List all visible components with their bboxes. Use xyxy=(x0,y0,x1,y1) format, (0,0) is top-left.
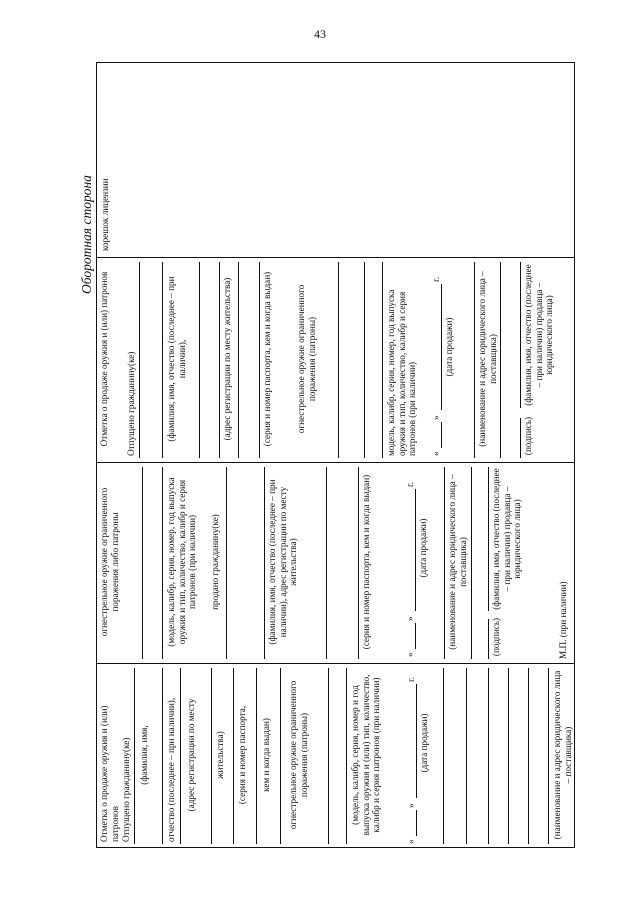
section-b-passport-hint: (серия и номер паспорта, кем и когда выдан) xyxy=(361,474,371,650)
section-c-signer-hint: (фамилия, имя, отчество (последнее – при наличии) продавца – юридического лица) xyxy=(523,264,554,406)
section-a-date-year: г. xyxy=(406,676,416,682)
section-c-title: Отметка о продаже оружия и (или) патронов xyxy=(99,271,109,447)
section-c-weapon-type: огнестрельное оружие ограниченного поражения (патроны) xyxy=(296,284,317,434)
section-c-address-hint: (адрес регистрации по месту жительства) xyxy=(222,277,232,441)
stub-panel xyxy=(96,62,575,257)
stub-label: корешок лицензии xyxy=(100,178,110,251)
section-b-title: огнестрельное оружие ограниченного поражения либо патроны xyxy=(99,487,120,637)
section-b xyxy=(96,462,575,663)
section-a-passport-hint-2: кем и когда выдан) xyxy=(261,718,271,792)
section-c-date-year: г. xyxy=(431,276,441,282)
section-a-date-close: » xyxy=(406,803,416,808)
section-a-address-hint-1: (адрес регистрации по месту xyxy=(186,698,196,812)
section-b-signature-hint: (подпись) xyxy=(491,617,501,657)
section-a-model-hint: (модель, калибр, серия, номер и год выпуска оружия и (или) тип, количество, калибр и серия патронов (при наличии) xyxy=(350,674,381,836)
side-header-text: Оборотная сторона xyxy=(79,175,94,294)
section-a-name-hint: (фамилия, имя, xyxy=(139,725,149,785)
section-b-sold-to: продано гражданину(ке) xyxy=(210,514,220,610)
section-b-seller-hint: (наименование и адрес юридического лица – поставщика) xyxy=(447,474,468,650)
page-number: 43 xyxy=(314,27,326,41)
section-a-passport-hint-1: (серия и номер паспорта, xyxy=(237,705,247,805)
section-c xyxy=(96,257,575,462)
section-c-issued: Отпущено гражданину(ке) xyxy=(126,351,136,456)
section-a-seller-hint: (наименование и адрес юридического лица – поставщика) xyxy=(552,670,573,840)
section-b-person-hint: (фамилия, имя, отчество (последнее – при наличии), адрес регистрации по месту жительства) xyxy=(267,479,298,645)
section-a-address-hint-2: жительства) xyxy=(215,731,225,779)
section-c-signature-hint: (подпись) xyxy=(523,416,533,456)
section-b-model-hint: (модель, калибр, серия, номер, год выпуска оружия и тип, количество, калибр и серия патронов (при наличии) xyxy=(166,477,197,647)
section-c-model-hint: модель, калибр, серия, номер, год выпуска оружия и тип, количество, калибр и серия патронов (при наличии) xyxy=(386,289,417,456)
section-c-person-hint: (фамилия, имя, отчество (последнее – при наличии), xyxy=(166,276,187,442)
section-c-date-close: » xyxy=(431,415,441,420)
section-a-issued: Отпущено гражданину(ке) xyxy=(121,737,131,842)
section-c-seller-hint: (наименование и адрес юридического лица – поставщика) xyxy=(477,271,498,447)
section-a xyxy=(96,663,575,848)
section-b-date-open: « xyxy=(405,652,415,657)
section-b-date-hint: (дата продажи) xyxy=(418,518,428,578)
section-a-date-open: « xyxy=(406,839,416,844)
section-b-date-year: г. xyxy=(405,481,415,487)
section-b-date-close: » xyxy=(405,616,415,621)
section-c-date-hint: (дата продажи) xyxy=(444,317,454,377)
section-a-weapon-type: огнестрельное оружие ограниченного поражения (патроны) xyxy=(288,680,309,830)
section-b-signer-hint: (фамилия, имя, отчество (последнее – при наличии) продавца – юридического лица) xyxy=(491,468,522,610)
section-c-passport-hint: (серия и номер паспорта, кем и когда выдан) xyxy=(262,271,272,447)
section-c-date-open: « xyxy=(431,451,441,456)
section-a-patronymic-hint: отчество (последнее – при наличии), xyxy=(166,697,176,842)
section-b-stamp: М.П. (при наличии) xyxy=(558,581,568,659)
section-a-date-hint: (дата продажи) xyxy=(419,713,429,773)
section-a-title: Отметка о продаже оружия и (или) патронов xyxy=(99,705,120,842)
side-header xyxy=(78,62,96,294)
